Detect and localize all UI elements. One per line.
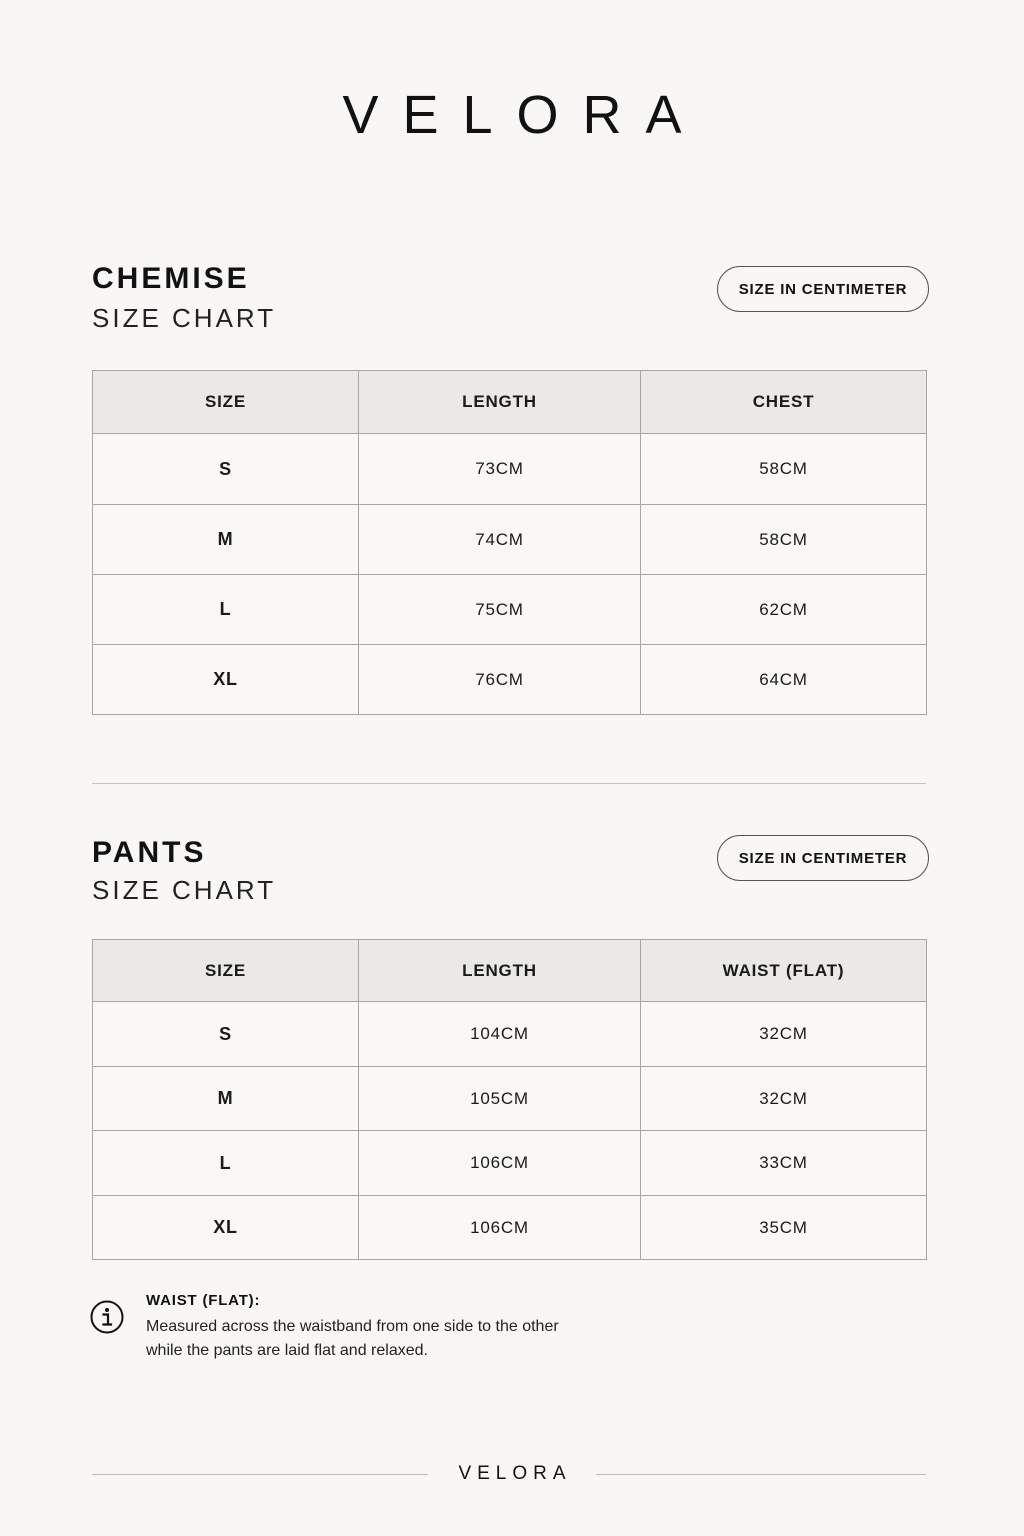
column-header-waist: WAIST (FLAT)	[641, 940, 927, 1002]
info-icon	[90, 1300, 124, 1334]
size-cell: L	[93, 575, 359, 645]
table-row	[93, 1131, 927, 1196]
waist-cell: 32CM	[641, 1002, 927, 1067]
size-cell: L	[93, 1131, 359, 1196]
size-cell: M	[93, 1067, 359, 1131]
length-cell: 76CM	[359, 645, 641, 715]
brand-logo: VELORA	[342, 85, 706, 145]
size-cell: S	[93, 434, 359, 505]
footer-rule-right	[596, 1474, 926, 1475]
table-row	[93, 645, 927, 715]
column-header-size: SIZE	[93, 371, 359, 434]
chest-cell: 58CM	[641, 434, 927, 505]
waist-cell: 32CM	[641, 1067, 927, 1131]
column-header-chest: CHEST	[641, 371, 927, 434]
length-cell: 106CM	[359, 1131, 641, 1196]
length-cell: 75CM	[359, 575, 641, 645]
table-row	[93, 575, 927, 645]
length-cell: 104CM	[359, 1002, 641, 1067]
length-cell: 105CM	[359, 1067, 641, 1131]
chest-cell: 62CM	[641, 575, 927, 645]
chemise-size-table	[92, 370, 927, 715]
length-cell: 73CM	[359, 434, 641, 505]
table-row	[93, 1196, 927, 1260]
chemise-unit-badge: SIZE IN CENTIMETER	[717, 266, 929, 312]
column-header-length: LENGTH	[359, 371, 641, 434]
chest-cell: 64CM	[641, 645, 927, 715]
waist-cell: 35CM	[641, 1196, 927, 1260]
table-row	[93, 1067, 927, 1131]
note-body	[146, 1315, 666, 1363]
waist-cell: 33CM	[641, 1131, 927, 1196]
size-cell: M	[93, 505, 359, 575]
chemise-subtitle: SIZE CHART	[92, 303, 277, 333]
table-row	[93, 505, 927, 575]
note-line: while the pants are laid flat and relaxed.	[146, 1342, 428, 1359]
table-row	[93, 434, 927, 505]
footer-brand: VELORA	[458, 1463, 572, 1484]
section-divider	[92, 783, 926, 784]
chest-cell: 58CM	[641, 505, 927, 575]
pants-subtitle: SIZE CHART	[92, 875, 277, 905]
note-line: Measured across the waistband from one side to the other	[146, 1318, 559, 1335]
size-cell: XL	[93, 645, 359, 715]
note-title: WAIST (FLAT):	[146, 1292, 261, 1309]
length-cell: 74CM	[359, 505, 641, 575]
chemise-title: CHEMISE	[92, 262, 250, 295]
pants-title: PANTS	[92, 836, 207, 869]
table-header-row	[93, 940, 927, 1002]
size-cell: S	[93, 1002, 359, 1067]
size-cell: XL	[93, 1196, 359, 1260]
length-cell: 106CM	[359, 1196, 641, 1260]
footer-rule-left	[92, 1474, 428, 1475]
pants-unit-badge: SIZE IN CENTIMETER	[717, 835, 929, 881]
column-header-size: SIZE	[93, 940, 359, 1002]
pants-size-table	[92, 939, 927, 1260]
table-row	[93, 1002, 927, 1067]
column-header-length: LENGTH	[359, 940, 641, 1002]
table-header-row	[93, 371, 927, 434]
